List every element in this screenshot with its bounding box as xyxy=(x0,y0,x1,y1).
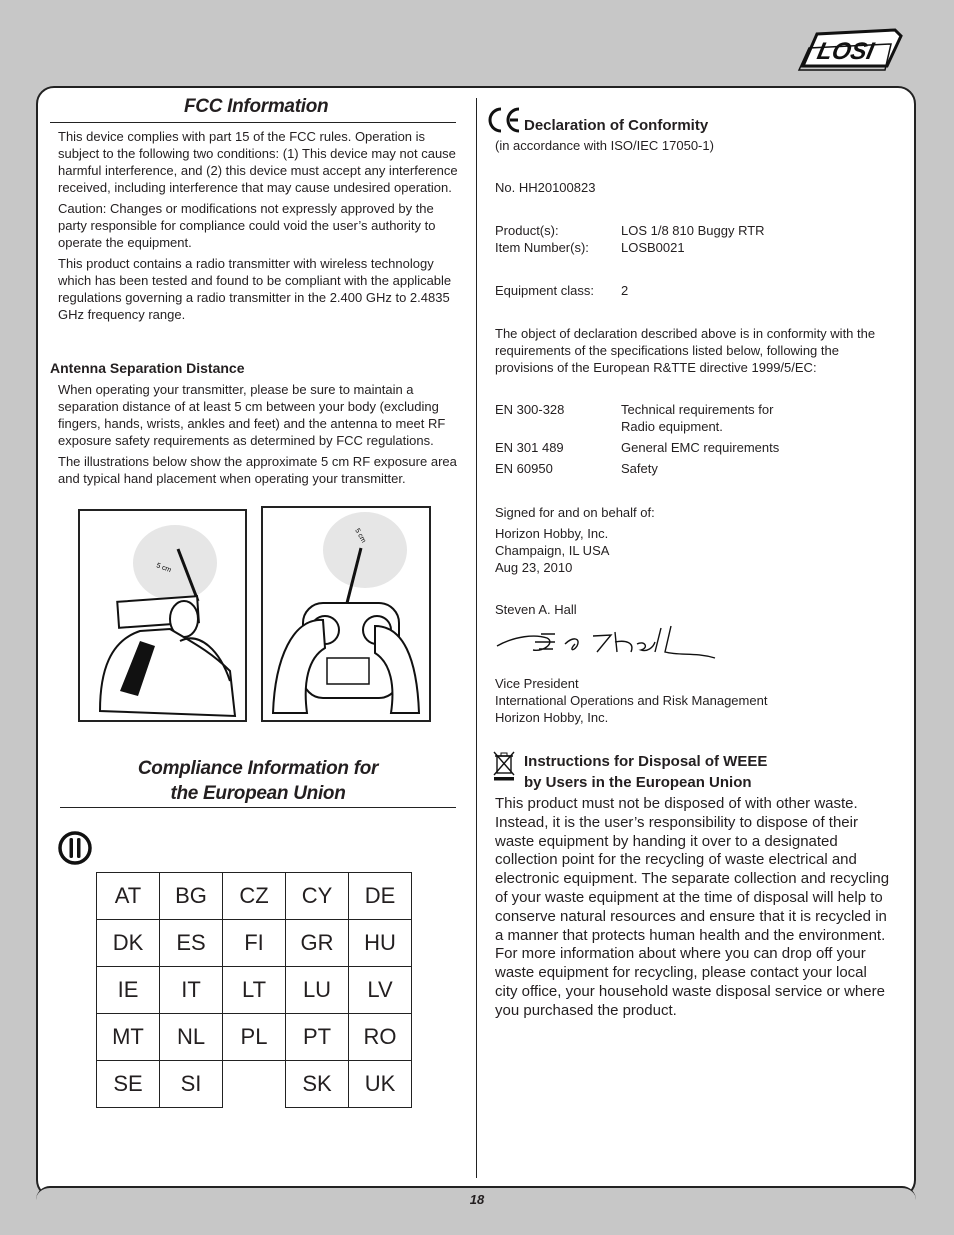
logo-text: LOSI xyxy=(814,38,877,65)
eu-title xyxy=(60,756,456,806)
fcc-paragraph-1: This device complies with part 15 of the FCC rules. Operation is subject to the following two conditions: (1) This device may not cause harmful interference, and (2) this device must accept any interference received, including interference that may cause undesired operation. xyxy=(58,129,458,195)
eu-title-line-1: Compliance Information for xyxy=(137,758,379,779)
illustration-front-view xyxy=(261,506,431,722)
standard-code: EN 300-328 xyxy=(495,402,565,417)
country-code: SE xyxy=(97,1061,160,1108)
weee-title-line-2: by Users in the European Union xyxy=(524,774,752,791)
country-code: RO xyxy=(349,1014,412,1061)
country-code: IE xyxy=(97,967,160,1014)
country-code: IT xyxy=(160,967,223,1014)
signer-company: Horizon Hobby, Inc. xyxy=(495,710,609,725)
alert-icon xyxy=(58,831,92,865)
country-code: HU xyxy=(349,920,412,967)
country-code: ES xyxy=(160,920,223,967)
signer-department: International Operations and Risk Management xyxy=(495,693,768,708)
country-code: CZ xyxy=(223,873,286,920)
standard-desc: Safety xyxy=(621,461,658,476)
country-row xyxy=(97,1061,412,1108)
item-value: LOSB0021 xyxy=(621,240,685,255)
illustration-side-view xyxy=(78,509,247,722)
country-code: GR xyxy=(286,920,349,967)
product-label: Product(s): xyxy=(495,223,559,238)
country-code: PL xyxy=(223,1014,286,1061)
losi-logo xyxy=(795,26,905,74)
country-code: BG xyxy=(160,873,223,920)
page-number: 18 xyxy=(469,1192,485,1207)
standard-desc: Technical requirements for xyxy=(621,402,774,417)
class-label: Equipment class: xyxy=(495,283,594,298)
fcc-title: FCC Information xyxy=(184,96,329,117)
fcc-paragraph-2: Caution: Changes or modifications not expressly approved by the party responsible for compliance could void the user’s authority to operate the equipment. xyxy=(58,201,436,250)
product-value: LOS 1/8 810 Buggy RTR xyxy=(621,223,765,238)
signer-name: Steven A. Hall xyxy=(495,602,577,617)
transmitter-front-illustration xyxy=(263,508,429,720)
illus-label-1: 5 cm xyxy=(155,562,172,575)
company-name: Horizon Hobby, Inc. xyxy=(495,526,609,541)
doc-subtitle: (in accordance with ISO/IEC 17050-1) xyxy=(495,138,714,153)
signed-for: Signed for and on behalf of: xyxy=(495,505,655,520)
class-value: 2 xyxy=(621,283,629,298)
fcc-rule xyxy=(50,122,456,123)
fcc-body xyxy=(58,128,458,327)
country-code: PT xyxy=(286,1014,349,1061)
country-code: NL xyxy=(160,1014,223,1061)
standards-list xyxy=(495,401,875,477)
country-code: LV xyxy=(349,967,412,1014)
weee-body: This product must not be disposed of with other waste. Instead, it is the user’s responsibility to dispose of their waste equipment by handing it over to a designated collection point for the recycling of waste electrical and electronic equipment. The separate collection and recycling of your waste equipment at the time of disposal will help to conserve natural resources and ensure that it is recycled in a manner that protects human health and the environment. For more information about where you can drop off your waste equipment for recycling, please contact your local city office, your household waste disposal service or where you purchased the product. xyxy=(495,795,890,1019)
signature-image xyxy=(495,622,717,662)
country-row xyxy=(97,920,412,967)
country-code: LU xyxy=(286,967,349,1014)
standard-desc-2: Radio equipment. xyxy=(621,419,723,434)
country-code: CY xyxy=(286,873,349,920)
country-code: LT xyxy=(223,967,286,1014)
country-row xyxy=(97,873,412,920)
antenna-heading: Antenna Separation Distance xyxy=(50,360,245,376)
fcc-paragraph-3: This product contains a radio transmitter with wireless technology which has been tested and found to be compliant with the applicable regulations governing a radio transmitter in the 2.400 GHz to 2.4835 GHz frequency range. xyxy=(58,256,452,322)
company-location: Champaign, IL USA xyxy=(495,543,610,558)
sign-date: Aug 23, 2010 xyxy=(495,560,573,575)
signer-address xyxy=(495,525,609,576)
country-code: DE xyxy=(349,873,412,920)
weee-title xyxy=(524,751,767,793)
transmitter-side-illustration xyxy=(80,511,245,720)
signer-role: Vice President xyxy=(495,676,579,691)
item-label: Item Number(s): xyxy=(495,240,589,255)
doc-object-text: The object of declaration described above is in conformity with the requirements of the specifications listed below, following the provisions of the European R&TTE directive 1999/5/EC: xyxy=(495,326,876,375)
country-code: DK xyxy=(97,920,160,967)
country-code: SK xyxy=(286,1061,349,1108)
doc-class-block xyxy=(495,282,875,299)
standard-desc: General EMC requirements xyxy=(621,440,780,455)
standard-code: EN 60950 xyxy=(495,461,553,476)
signer-title-block xyxy=(495,675,767,726)
column-divider xyxy=(476,98,477,1178)
country-row xyxy=(97,967,412,1014)
country-code: FI xyxy=(223,920,286,967)
country-code: UK xyxy=(349,1061,412,1108)
antenna-paragraph-2: The illustrations below show the approximate 5 cm RF exposure area and typical hand placement when operating your transmitter. xyxy=(58,454,457,486)
country-code: AT xyxy=(97,873,160,920)
antenna-body xyxy=(58,381,460,491)
ce-mark-icon xyxy=(486,106,522,134)
country-code: MT xyxy=(97,1014,160,1061)
illus-label-2: 5 cm xyxy=(353,527,367,545)
doc-number: No. HH20100823 xyxy=(495,180,596,195)
doc-product-block xyxy=(495,222,875,256)
country-table xyxy=(96,872,412,1108)
standard-code: EN 301 489 xyxy=(495,440,564,455)
eu-rule xyxy=(60,807,456,808)
eu-title-line-2: the European Union xyxy=(170,783,346,804)
antenna-paragraph-1: When operating your transmitter, please be sure to maintain a separation distance of at least 5 cm between your body (excluding fingers, hands, wrists, ankles and feet) and the antenna to meet RF exposure safety requirements as determined by FCC regulations. xyxy=(58,382,446,448)
weee-bin-icon xyxy=(492,751,516,781)
weee-title-line-1: Instructions for Disposal of WEEE xyxy=(524,753,768,770)
country-row xyxy=(97,1014,412,1061)
country-code: SI xyxy=(160,1061,223,1108)
country-empty-cell xyxy=(223,1061,286,1108)
doc-title: Declaration of Conformity xyxy=(524,117,709,134)
